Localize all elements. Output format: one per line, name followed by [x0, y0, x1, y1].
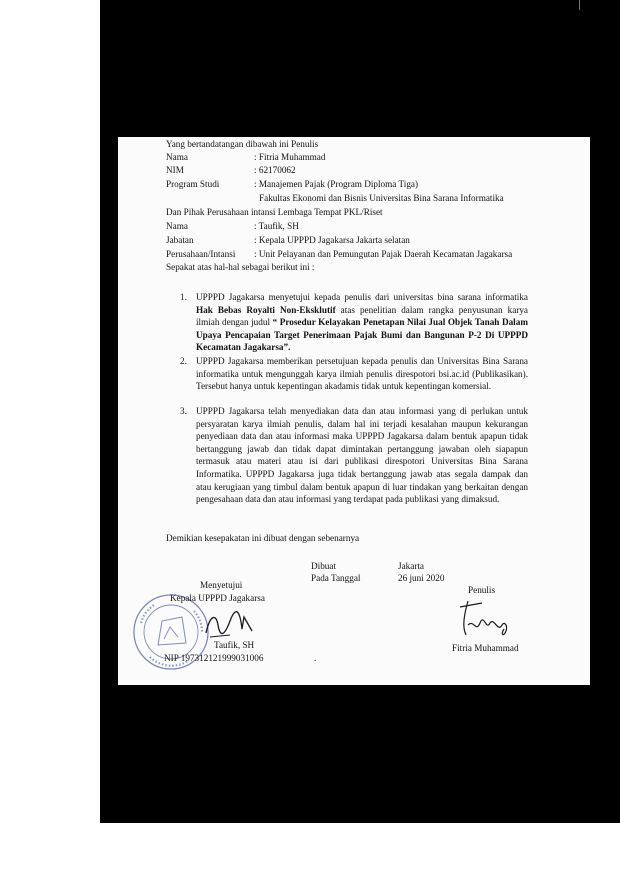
right-sign-name: Fitria Muhammad: [452, 643, 519, 653]
scan-edge-mark: [579, 0, 580, 10]
list-number: 2.: [180, 356, 187, 366]
tanggal-label: Pada Tanggal: [311, 573, 361, 583]
left-sign-title1: Menyetujui: [200, 580, 243, 590]
author-prodi-value: : Manajemen Pajak (Program Diploma Tiga): [254, 179, 419, 189]
list-item-3: [180, 405, 528, 506]
intro-line: Yang bertandatangan dibawah ini Penulis: [166, 139, 319, 149]
right-signature-icon: [448, 595, 528, 641]
list-text: UPPPD Jagakarsa telah menyediakan data dan atau informasi yang di perlukan untuk persyaratan karya ilmiah penulis, dalam hal ini terjadi kesalahan maupun kekurangan penyediaan data dan atau informasi maka UPPPD Jagakarsa dalam bentuk apapun tidak bertanggung jawab dan tidak dapat dimintakan pertanggung jawaban oleh siapapun termasuk atau materi atau isi dari publikasi direspotori Universitas Bina Sarana Informatika. UPPPD Jagakarsa juga tidak bertanggung jawab atas segala dampak dan atau kerugiaan yang timbul dalam bentuk apapun di luar tindakan yang berkaitan dengan pengesahaan data dan atau informasi yang terdapat pada publikasi yang dimaksud.: [196, 406, 528, 505]
left-sign-name: Taufik, SH: [214, 640, 255, 650]
author-name-label: Nama: [166, 152, 188, 162]
list-item-2: [180, 355, 528, 393]
left-signature-icon: [200, 607, 260, 643]
document-page: [118, 137, 590, 685]
list-number: 3.: [180, 406, 187, 416]
left-sign-title2: Kepala UPPPD Jagakarsa: [170, 593, 265, 603]
list-number: 1.: [180, 292, 187, 302]
author-nim-label: NIM: [166, 165, 184, 175]
list-text: UPPPD Jagakarsa menyetujui kepada penulis dari universitas bina sarana informatika Hak Bebas Royalti Non-Eksklutif atas penelitian dalam rangka penyusunan karya ilmiah dengan judul “ Prosedur Kelayakan Penetapan Nilai Jual Objek Tanah Dalam Upaya Pencapaian Target Penerimaan Pajak Bumi dan Bangunan P-2 Di UPPPD Kecamatan Jagakarsa”.: [196, 292, 528, 353]
company-name-value: : Taufik, SH: [254, 221, 299, 231]
stray-dot: .: [314, 653, 317, 663]
dibuat-value: Jakarta: [398, 561, 425, 571]
company-instansi-value: : Unit Pelayanan dan Pemungutan Pajak Daerah Kecamatan Jagakarsa: [254, 249, 513, 259]
company-instansi-label: Perusahaan/Intansi: [166, 249, 236, 259]
tanggal-value: 26 juni 2020: [398, 573, 445, 583]
closing-line: Demikian kesepakatan ini dibuat dengan sebenarnya: [166, 533, 360, 543]
company-intro: Dan Pihak Perusahaan intansi Lembaga Tempat PKL/Riset: [166, 207, 383, 217]
list-text: UPPPD Jagakarsa memberikan persetujuan kepada penulis dan Universitas Bina Sarana informatika untuk mengunggah karya ilmiah penulis direspotori bsi.ac.id (Publikasikan). Tersebut hanya untuk kepentingan akadamis tidak untuk kepentingan komersial.: [196, 356, 528, 392]
list-item-1: [180, 291, 528, 354]
author-prodi-label: Program Studi: [166, 179, 220, 189]
left-sign-nip: NIP 197312121999031006: [164, 653, 264, 663]
company-name-label: Nama: [166, 221, 188, 231]
author-name-value: : Fitria Muhammad: [254, 152, 326, 162]
agreement-intro: Sepakat atas hal-hal sebagai berikut ini :: [166, 262, 315, 272]
company-jabatan-label: Jabatan: [166, 235, 194, 245]
right-sign-title: Penulis: [468, 585, 496, 595]
dibuat-label: Dibuat: [311, 561, 337, 571]
author-fakultas-value: Fakultas Ekonomi dan Bisnis Universitas Bina Sarana Informatika: [259, 193, 504, 203]
author-nim-value: : 62170062: [254, 165, 296, 175]
company-jabatan-value: : Kepala UPPPD Jagakarsa Jakarta selatan: [254, 235, 410, 245]
